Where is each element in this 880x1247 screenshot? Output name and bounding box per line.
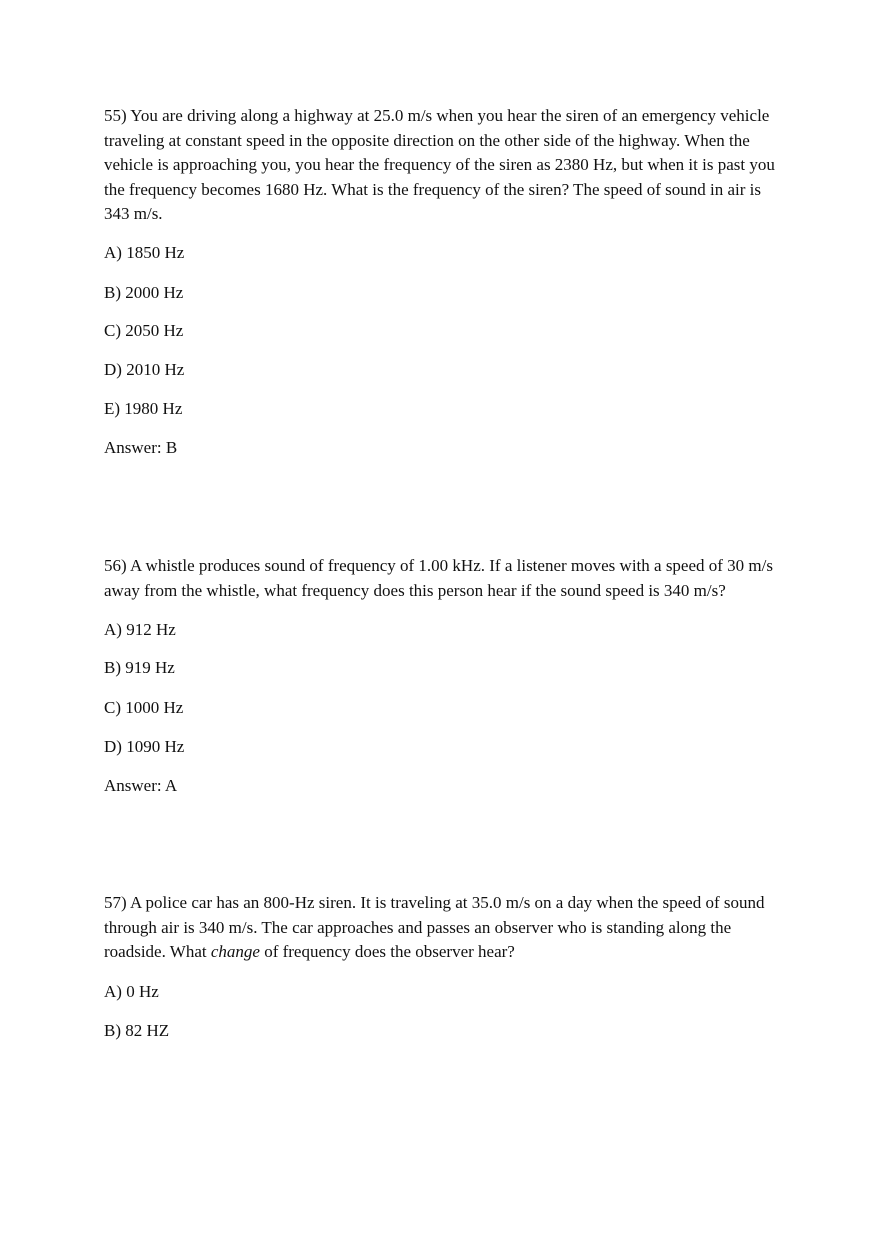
question-55-option-d: D) 2010 Hz [104, 360, 185, 379]
question-57-stem-before: 57) A police car has an 800-Hz siren. It is traveling at 35.0 m/s on a day when the speed of sound through air is 340 m/s. The car approaches and passes an observer who is standing along the roadside. What [104, 893, 765, 961]
question-57-option-b: B) 82 HZ [104, 1021, 170, 1040]
question-56-answer: Answer: A [104, 776, 178, 795]
question-56-option-b: B) 919 Hz [104, 658, 175, 677]
question-56-stem: 56) A whistle produces sound of frequency of 1.00 kHz. If a listener moves with a speed of 30 m/s away from the whistle, what frequency does this person hear if the sound speed is 340 m/s? [104, 556, 773, 600]
question-55-answer: Answer: B [104, 438, 178, 457]
question-55-option-b: B) 2000 Hz [104, 283, 184, 302]
question-57-stem [104, 891, 776, 965]
question-56-option-a: A) 912 Hz [104, 620, 176, 639]
question-56-option-c: C) 1000 Hz [104, 698, 184, 717]
question-55-option-e: E) 1980 Hz [104, 399, 183, 418]
question-57-stem-after: of frequency does the observer hear? [259, 942, 515, 961]
question-55-option-c: C) 2050 Hz [104, 321, 184, 340]
question-57-option-a: A) 0 Hz [104, 982, 159, 1001]
question-55-stem: 55) You are driving along a highway at 25.0 m/s when you hear the siren of an emergency vehicle traveling at constant speed in the opposite direction on the other side of the highway. When the vehicle is approaching you, you hear the frequency of the siren as 2380 Hz, but when it is past you the frequency becomes 1680 Hz. What is the frequency of the siren? The speed of sound in air is 343 m/s. [104, 106, 775, 223]
question-57-stem-italic: change [210, 942, 260, 961]
question-55-option-a: A) 1850 Hz [104, 243, 185, 262]
question-56-option-d: D) 1090 Hz [104, 737, 185, 756]
